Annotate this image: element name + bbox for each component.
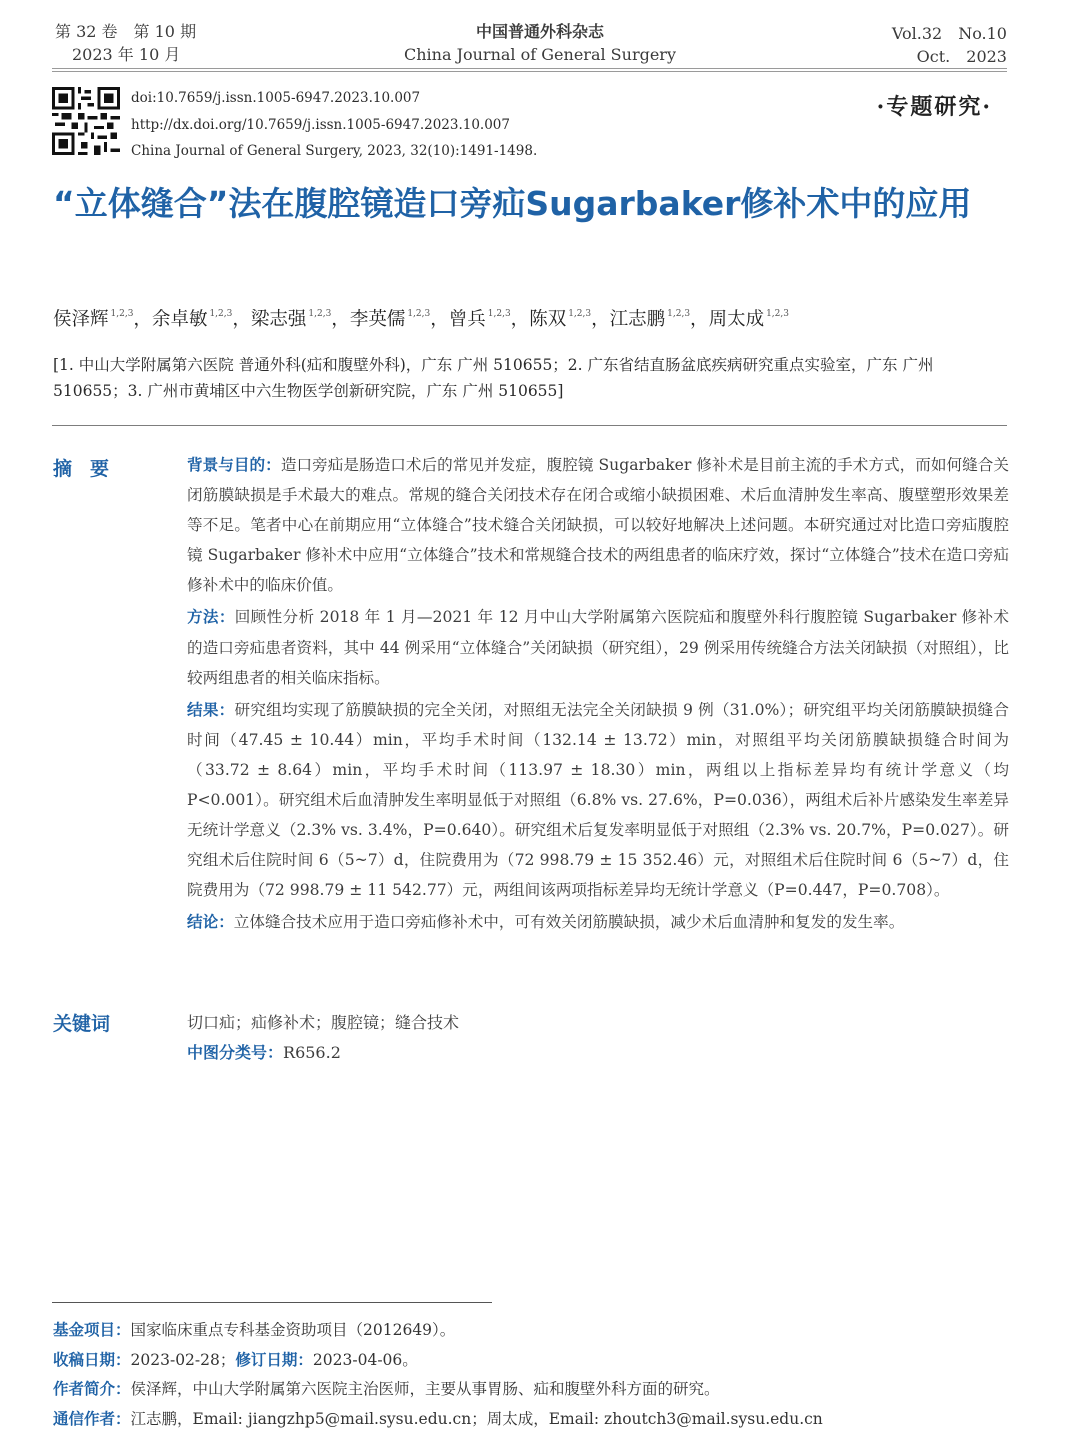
corr1-email[interactable]: jiangzhp5@mail.sysu.edu.cn	[247, 1409, 472, 1428]
corr1-name: 江志鹏，Email:	[130, 1409, 248, 1428]
author	[152, 309, 232, 330]
author-name: 梁志强	[250, 309, 307, 330]
author-separator: ，	[510, 309, 530, 330]
methods-label: 方法：	[187, 608, 235, 627]
keywords: 切口疝；疝修补术；腹腔镜；缝合技术	[187, 1013, 460, 1032]
author-affiliation-mark: 1,2,3	[487, 309, 511, 319]
author-name: 余卓敏	[151, 309, 208, 330]
author-name: 周太成	[708, 309, 765, 330]
corr-label: 通信作者：	[53, 1409, 131, 1428]
author	[709, 309, 789, 330]
classification	[187, 1038, 341, 1068]
author-affiliation-mark: 1,2,3	[209, 309, 233, 319]
article-title: “立体缝合”法在腹腔镜造口旁疝Sugarbaker修补术中的应用	[53, 184, 972, 223]
conclusion-text: 立体缝合技术应用于造口旁疝修补术中，可有效关闭筋膜缺损，减少术后血清肿和复发的发生率。	[233, 913, 905, 932]
journal-name-en: China Journal of General Surgery	[403, 45, 676, 64]
corr2-email[interactable]: zhoutch3@mail.sysu.edu.cn	[604, 1409, 823, 1428]
methods-text: 回顾性分析 2018 年 1 月—2021 年 12 月中山大学附属第六医院疝和腹壁外科行腹腔镜 Sugarbaker 修补术的造口旁疝患者资料，其中 44 例采用“立体缝合”关闭缺损（研究组），29 例采用传统缝合方法关闭缺损（对照组），比较两组患者的相关临床指标。	[187, 608, 1009, 687]
author-separator: ，	[133, 309, 152, 330]
author-name: 陈双	[529, 309, 567, 330]
fund-line	[53, 1316, 823, 1346]
abstract-methods	[187, 602, 1009, 692]
article-meta	[131, 85, 537, 165]
received-label: 收稿日期：	[53, 1350, 131, 1369]
results-label: 结果：	[187, 700, 235, 719]
abstract-results	[187, 695, 1009, 906]
background-label: 背景与目的：	[187, 456, 281, 474]
author-affiliation-mark: 1,2,3	[407, 309, 431, 319]
author-list	[53, 305, 789, 331]
author-name: 侯泽辉	[53, 309, 109, 330]
author-name: 李英儒	[349, 309, 406, 330]
bio-text: 侯泽辉，中山大学附属第六医院主治医师，主要从事胃肠、疝和腹壁外科方面的研究。	[130, 1380, 720, 1398]
date-cn: 2023 年 10 月	[72, 45, 181, 64]
abstract-rule	[52, 425, 1007, 426]
footnotes	[53, 1316, 823, 1434]
volume-issue-cn: 第 32 卷 第 10 期	[55, 22, 197, 41]
author-separator: ，	[690, 309, 709, 330]
citation: China Journal of General Surgery, 2023, 32(10):1491-1498.	[131, 143, 538, 159]
author-affiliation-mark: 1,2,3	[568, 309, 592, 319]
author-affiliation-mark: 1,2,3	[667, 309, 691, 319]
fund-text: 国家临床重点专科基金资助项目（2012649）。	[130, 1321, 456, 1339]
classification-value: R656.2	[283, 1043, 341, 1062]
author-separator: ，	[331, 309, 350, 330]
author	[529, 309, 591, 330]
qr-code-icon	[52, 87, 120, 155]
author	[449, 309, 511, 330]
header-rule-secondary	[52, 71, 1007, 72]
bio-label: 作者简介：	[53, 1380, 131, 1398]
revised-date: 2023-04-06。	[312, 1350, 418, 1369]
author-separator: ，	[232, 309, 251, 330]
affiliations: [1. 中山大学附属第六医院 普通外科(疝和腹壁外科)，广东 广州 510655；2. 广东省结直肠盆底疾病研究重点实验室，广东 广州 510655；3. 广州市黄埔区中六生物医学创新研究院，广东 广州 510655]	[53, 356, 934, 400]
bio-line	[53, 1375, 823, 1405]
author-affiliation-mark: 1,2,3	[110, 309, 134, 319]
corr2-name: ；周太成，Email:	[471, 1409, 605, 1428]
fund-label: 基金项目：	[53, 1321, 131, 1339]
author-affiliation-mark: 1,2,3	[766, 309, 789, 319]
date-en: Oct. 2023	[916, 47, 1007, 66]
keywords-label: 关键词	[53, 1013, 111, 1035]
author	[251, 309, 331, 330]
header-rule	[52, 68, 1007, 69]
abstract-body	[187, 450, 1009, 940]
author	[610, 309, 690, 330]
header-left	[55, 20, 196, 66]
received-date: 2023-02-28；	[130, 1350, 236, 1369]
results-text: 研究组均实现了筋膜缺损的完全关闭，对照组无法完全关闭缺损 9 例（31.0%）；研究组平均关闭筋膜缺损缝合时间（47.45 ± 10.44）min，平均手术时间（132.14 ± 13.72）min，对照组平均关闭筋膜缺损缝合时间为（33.72 ± 8.64）min，平均手术时间（113.97 ± 18.30）min，两组以上指标差异均有统计学意义（均 P<0.001）。研究组术后血清肿发生率明显低于对照组（6.8% vs. 27.6%，P=0.036），两组术后补片感染发生率差异无统计学意义（2.3% vs. 3.4%，P=0.640）。研究组术后复发率明显低于对照组（2.3% vs. 20.7%，P=0.027）。研究组术后住院时间 6（5~7）d，住院费用为（72 998.79 ± 15 352.46）元，对照组术后住院时间 6（5~7）d，住院费用为（72 998.79 ± 11 542.77）元，两组间该两项指标差异均无统计学意义（P=0.447，P=0.708）。	[187, 700, 1009, 900]
author-name: 曾兵	[448, 309, 486, 330]
background-text: 造口旁疝是肠造口术后的常见并发症，腹腔镜 Sugarbaker 修补术是目前主流的手术方式，而如何缝合关闭筋膜缺损是手术最大的难点。常规的缝合关闭技术存在闭合或缩小缺损困难、术后血清肿发生率高、腹壁塑形效果差等不足。笔者中心在前期应用“立体缝合”技术缝合关闭缺损，可以较好地解决上述问题。本研究通过对比造口旁疝腹腔镜 Sugarbaker 修补术中应用“立体缝合”技术和常规缝合技术的两组患者的临床疗效，探讨“立体缝合”技术在造口旁疝修补术中的临床价值。	[187, 456, 1009, 595]
author-affiliation-mark: 1,2,3	[308, 309, 332, 319]
header-center	[380, 20, 700, 66]
journal-name-cn: 中国普通外科杂志	[475, 22, 604, 41]
abstract-background	[187, 450, 1009, 600]
dates-line	[53, 1346, 823, 1376]
doi-url[interactable]: http://dx.doi.org/10.7659/j.issn.1005-6947.2023.10.007	[131, 116, 510, 133]
column-tag: ·专题研究·	[876, 94, 992, 120]
conclusion-label: 结论：	[187, 913, 234, 932]
footnote-rule	[52, 1302, 492, 1303]
abstract-conclusion	[187, 907, 1009, 937]
author	[350, 309, 430, 330]
classification-label: 中图分类号：	[187, 1043, 284, 1062]
doi[interactable]: doi:10.7659/j.issn.1005-6947.2023.10.007	[131, 90, 421, 106]
correspondence-line	[53, 1405, 823, 1435]
volume-issue-en: Vol.32 No.10	[891, 24, 1007, 43]
author	[53, 309, 133, 330]
header-right	[892, 22, 1007, 68]
author-separator: ，	[430, 309, 449, 330]
revised-label: 修订日期：	[235, 1350, 313, 1369]
author-name: 江志鹏	[609, 309, 666, 330]
author-separator: ，	[591, 309, 610, 330]
abstract-label: 摘要	[53, 458, 128, 480]
